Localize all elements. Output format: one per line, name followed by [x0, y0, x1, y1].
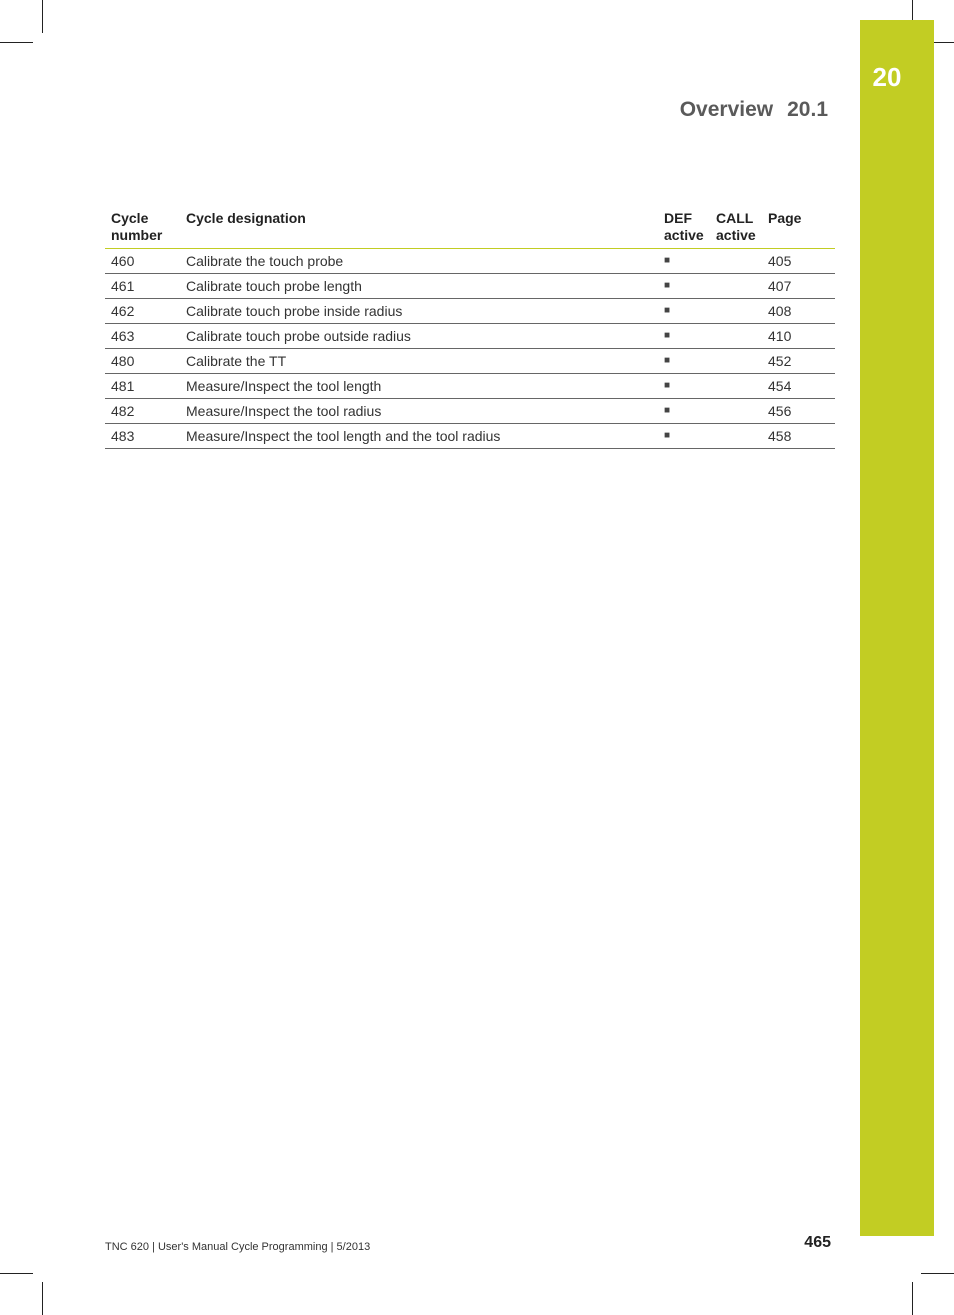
header-line: number	[111, 227, 163, 243]
header-def-active	[658, 206, 710, 249]
running-head-title: Overview	[679, 98, 774, 121]
table-row	[105, 249, 835, 274]
cell-call-marker	[710, 424, 762, 449]
running-head-section: 20.1	[787, 98, 828, 121]
header-cycle-number	[105, 206, 180, 249]
cell-designation: Measure/Inspect the tool radius	[180, 399, 658, 424]
header-call-active	[710, 206, 762, 249]
crop-mark	[921, 1273, 954, 1274]
cell-number: 482	[105, 399, 180, 424]
cell-call-marker	[710, 274, 762, 299]
cell-call-marker	[710, 299, 762, 324]
cell-def-marker: ■	[658, 349, 710, 374]
cell-page: 454	[762, 374, 835, 399]
cell-designation: Measure/Inspect the tool length	[180, 374, 658, 399]
chapter-tab	[860, 20, 934, 1236]
crop-mark	[0, 1273, 33, 1274]
cell-page: 410	[762, 324, 835, 349]
cell-number: 460	[105, 249, 180, 274]
cell-designation: Calibrate the touch probe	[180, 249, 658, 274]
header-cycle-designation	[180, 206, 658, 249]
cell-designation: Measure/Inspect the tool length and the tool radius	[180, 424, 658, 449]
cell-number: 481	[105, 374, 180, 399]
header-line: active	[716, 227, 756, 243]
cycle-table	[105, 206, 835, 449]
cell-designation: Calibrate touch probe outside radius	[180, 324, 658, 349]
crop-mark	[0, 42, 33, 43]
crop-mark	[42, 0, 43, 33]
cell-page: 408	[762, 299, 835, 324]
cell-page: 405	[762, 249, 835, 274]
table-row	[105, 299, 835, 324]
table-header-row	[105, 206, 835, 249]
table-row	[105, 274, 835, 299]
cell-number: 463	[105, 324, 180, 349]
header-page	[762, 206, 835, 249]
cell-number: 483	[105, 424, 180, 449]
table-row	[105, 424, 835, 449]
header-line: Cycle designation	[186, 210, 306, 226]
header-line: Cycle	[111, 210, 149, 226]
cell-def-marker: ■	[658, 274, 710, 299]
page-number: 465	[804, 1234, 831, 1251]
cell-page: 458	[762, 424, 835, 449]
cell-number: 461	[105, 274, 180, 299]
table-row	[105, 374, 835, 399]
chapter-number: 20	[872, 62, 902, 92]
cell-call-marker	[710, 249, 762, 274]
cell-call-marker	[710, 324, 762, 349]
cell-def-marker: ■	[658, 299, 710, 324]
header-line: DEF	[664, 210, 692, 226]
cell-def-marker: ■	[658, 249, 710, 274]
cell-call-marker	[710, 399, 762, 424]
header-line: Page	[768, 210, 802, 226]
cell-designation: Calibrate touch probe inside radius	[180, 299, 658, 324]
table-row	[105, 349, 835, 374]
cell-def-marker: ■	[658, 399, 710, 424]
crop-mark	[912, 1282, 913, 1315]
cell-page: 452	[762, 349, 835, 374]
header-line: CALL	[716, 210, 754, 226]
footer-text: TNC 620 | User's Manual Cycle Programming | 5/2013	[105, 1241, 371, 1253]
cell-def-marker: ■	[658, 374, 710, 399]
cell-number: 480	[105, 349, 180, 374]
cell-call-marker	[710, 374, 762, 399]
table-row	[105, 324, 835, 349]
header-line: active	[664, 227, 704, 243]
running-head	[680, 98, 828, 122]
crop-mark	[42, 1282, 43, 1315]
cell-designation: Calibrate the TT	[180, 349, 658, 374]
cell-page: 456	[762, 399, 835, 424]
cell-designation: Calibrate touch probe length	[180, 274, 658, 299]
cell-page: 407	[762, 274, 835, 299]
cell-number: 462	[105, 299, 180, 324]
cell-def-marker: ■	[658, 424, 710, 449]
cell-def-marker: ■	[658, 324, 710, 349]
table-row	[105, 399, 835, 424]
cell-call-marker	[710, 349, 762, 374]
